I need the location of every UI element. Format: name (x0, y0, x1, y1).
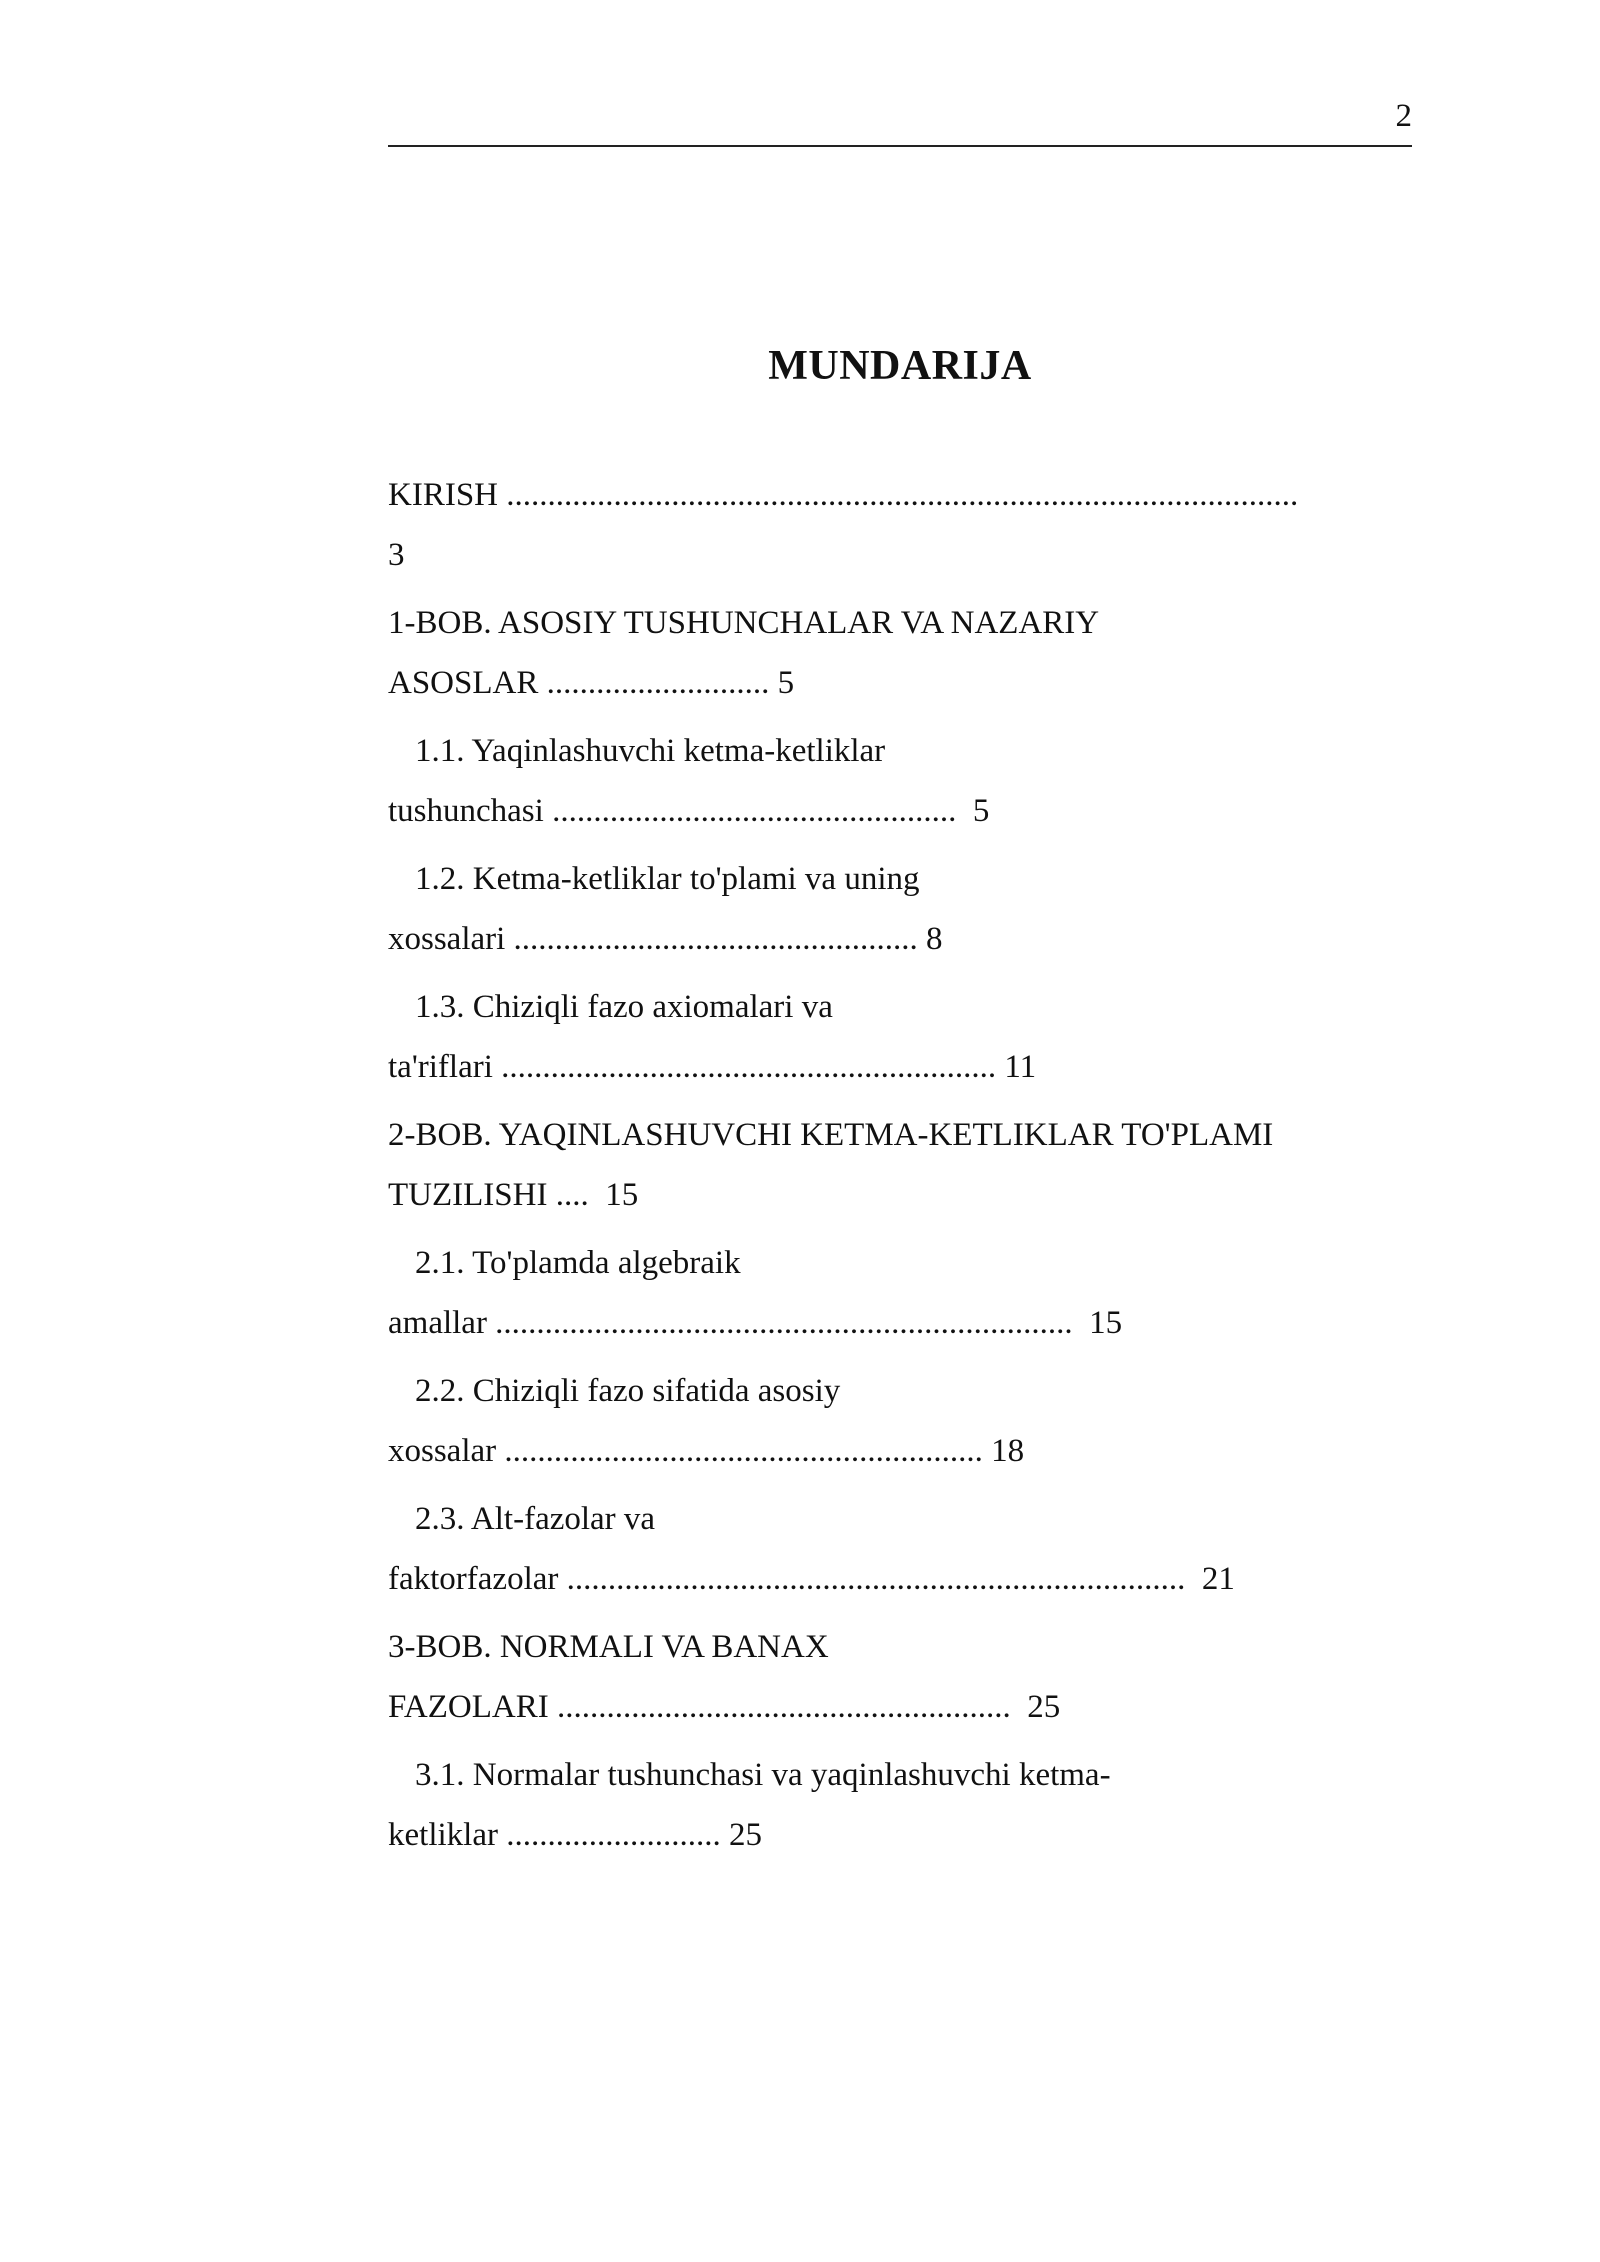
toc-entry-title: 2.2. Chiziqli fazo sifatida asosiy (415, 1373, 841, 1409)
toc-entry-chapter-2[interactable] (388, 1105, 1412, 1225)
toc-entry-title: 1-BOB. ASOSIY TUSHUNCHALAR VA NAZARIY (388, 605, 1100, 641)
toc-entry-page: faktorfazolar ........................................................................... 21 (388, 1561, 1235, 1597)
toc-entry-title: 3-BOB. NORMALI VA BANAX (388, 1629, 829, 1665)
toc-entry-chapter-3[interactable] (388, 1617, 1412, 1737)
toc-entry-section-3-1[interactable] (388, 1745, 1412, 1865)
toc-entry-kirish[interactable] (388, 465, 1412, 585)
toc-entry-page: ta'riflari ............................................................ 11 (388, 1049, 1037, 1085)
toc-entry-section-2-2[interactable] (388, 1361, 1412, 1481)
toc-entry-section-1-2[interactable] (388, 849, 1412, 969)
toc-entry-title: 2.1. To'plamda algebraik (415, 1245, 741, 1281)
toc-entry-section-2-1[interactable] (388, 1233, 1412, 1353)
toc-entry-page: ASOSLAR ........................... 5 (388, 665, 795, 701)
page-number: 2 (1395, 98, 1412, 134)
toc-entry-page: ketliklar .......................... 25 (388, 1817, 762, 1853)
toc-entry-page: amallar ...................................................................... 15 (388, 1305, 1123, 1341)
toc-entry-section-1-1[interactable] (388, 721, 1412, 841)
toc-entry-title: 1.3. Chiziqli fazo axiomalari va (415, 989, 833, 1025)
table-of-contents (388, 465, 1412, 1873)
page-title: MUNDARIJA (768, 343, 1032, 389)
toc-entry-title: 1.2. Ketma-ketliklar to'plami va uning (415, 861, 920, 897)
header-rule (388, 145, 1412, 147)
toc-entry-page: TUZILISHI .... 15 (388, 1177, 639, 1213)
toc-entry-page: xossalar .......................................................... 18 (388, 1433, 1025, 1469)
toc-entry-title: 1.1. Yaqinlashuvchi ketma-ketliklar (415, 733, 886, 769)
toc-entry-page: FAZOLARI ....................................................... 25 (388, 1689, 1061, 1725)
toc-entry-title: KIRISH ................................................................................................ (388, 477, 1299, 513)
toc-entry-section-2-3[interactable] (388, 1489, 1412, 1609)
toc-entry-title: 2.3. Alt-fazolar va (415, 1501, 656, 1537)
toc-entry-title: 3.1. Normalar tushunchasi va yaqinlashuvchi ketma- (415, 1757, 1111, 1793)
toc-entry-title: 2-BOB. YAQINLASHUVCHI KETMA-KETLIKLAR TO'PLAMI (388, 1117, 1274, 1153)
toc-entry-section-1-3[interactable] (388, 977, 1412, 1097)
toc-entry-chapter-1[interactable] (388, 593, 1412, 713)
toc-entry-page: 3 (388, 537, 405, 573)
toc-entry-page: xossalari ................................................. 8 (388, 921, 943, 957)
toc-entry-page: tushunchasi ................................................. 5 (388, 793, 990, 829)
